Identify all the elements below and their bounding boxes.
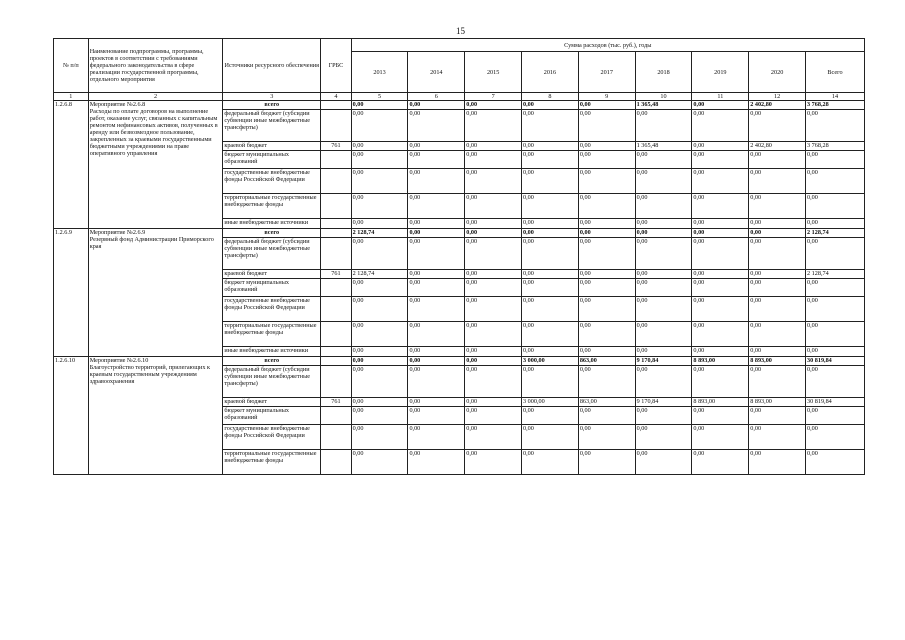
grbs-code [321, 194, 352, 219]
amount-cell: 0,00 [635, 219, 692, 229]
amount-cell: 0,00 [465, 322, 522, 347]
header-num: № п/п [54, 39, 89, 93]
funding-source: государственные внебюджетные фонды Российской Федерации [223, 297, 321, 322]
amount-cell: 0,00 [578, 407, 635, 425]
amount-cell: 0,00 [635, 238, 692, 270]
amount-cell: 8 893,00 [692, 398, 749, 407]
amount-cell: 0,00 [749, 151, 806, 169]
amount-cell: 0,00 [635, 366, 692, 398]
grbs-code [321, 151, 352, 169]
amount-cell: 0,00 [806, 366, 865, 398]
column-index: 11 [692, 93, 749, 101]
funding-source: краевой бюджет [223, 270, 321, 279]
funding-source: всего [223, 357, 321, 366]
amount-cell: 0,00 [465, 398, 522, 407]
amount-cell: 3 000,00 [522, 398, 579, 407]
amount-cell: 0,00 [351, 142, 408, 151]
amount-cell: 0,00 [635, 194, 692, 219]
grbs-code [321, 101, 352, 110]
amount-cell: 0,00 [806, 110, 865, 142]
amount-cell: 0,00 [692, 151, 749, 169]
amount-cell: 0,00 [522, 229, 579, 238]
grbs-code [321, 347, 352, 357]
amount-cell: 0,00 [806, 297, 865, 322]
amount-cell: 0,00 [408, 110, 465, 142]
amount-cell: 0,00 [749, 238, 806, 270]
column-index: 12 [749, 93, 806, 101]
amount-cell: 0,00 [578, 238, 635, 270]
grbs-code [321, 425, 352, 450]
amount-cell: 0,00 [578, 425, 635, 450]
amount-cell: 0,00 [465, 238, 522, 270]
amount-cell: 0,00 [578, 297, 635, 322]
activity-title: Мероприятие №2.6.8 [89, 101, 146, 108]
header-year: 2013 [351, 52, 408, 93]
header-year: 2015 [465, 52, 522, 93]
amount-cell: 0,00 [408, 194, 465, 219]
amount-cell: 0,00 [522, 366, 579, 398]
amount-cell: 9 170,84 [635, 357, 692, 366]
grbs-code: 761 [321, 270, 352, 279]
amount-cell: 0,00 [522, 347, 579, 357]
amount-cell: 0,00 [578, 194, 635, 219]
amount-cell: 0,00 [351, 297, 408, 322]
amount-cell: 0,00 [465, 297, 522, 322]
amount-cell: 3 000,00 [522, 357, 579, 366]
header-sum-title: Сумма расходов (тыс. руб.), годы [351, 39, 864, 52]
amount-cell: 0,00 [465, 110, 522, 142]
amount-cell: 0,00 [408, 142, 465, 151]
header-year: 2020 [749, 52, 806, 93]
amount-cell: 0,00 [806, 347, 865, 357]
amount-cell: 2 128,74 [806, 229, 865, 238]
amount-cell: 0,00 [522, 194, 579, 219]
amount-cell: 0,00 [408, 151, 465, 169]
amount-cell: 9 170,84 [635, 398, 692, 407]
amount-cell: 0,00 [578, 151, 635, 169]
amount-cell: 8 893,00 [692, 357, 749, 366]
amount-cell: 0,00 [465, 357, 522, 366]
grbs-code [321, 110, 352, 142]
header-year: Всего [806, 52, 865, 93]
activity-description: Резервный фонд Администрации Приморского края [89, 236, 214, 250]
amount-cell: 0,00 [351, 347, 408, 357]
amount-cell: 2 128,74 [806, 270, 865, 279]
budget-table [53, 38, 865, 475]
funding-source: государственные внебюджетные фонды Российской Федерации [223, 425, 321, 450]
amount-cell: 0,00 [635, 407, 692, 425]
amount-cell: 0,00 [522, 425, 579, 450]
amount-cell: 0,00 [635, 110, 692, 142]
column-index: 1 [54, 93, 89, 101]
amount-cell: 0,00 [351, 169, 408, 194]
amount-cell: 0,00 [578, 101, 635, 110]
amount-cell: 0,00 [351, 151, 408, 169]
amount-cell: 0,00 [749, 169, 806, 194]
amount-cell: 0,00 [465, 101, 522, 110]
funding-source: федеральный бюджет (субсидии субвенции иные межбюджетные трансферты) [223, 366, 321, 398]
amount-cell: 2 128,74 [351, 270, 408, 279]
table-row [54, 101, 865, 110]
amount-cell: 0,00 [635, 322, 692, 347]
funding-source: всего [223, 229, 321, 238]
amount-cell: 0,00 [578, 279, 635, 297]
amount-cell: 0,00 [351, 279, 408, 297]
amount-cell: 863,00 [578, 398, 635, 407]
activity-description: Благоустройство территорий, прилегающих к краевым государственным учреждениям здравоохранения [89, 364, 210, 385]
amount-cell: 0,00 [692, 238, 749, 270]
amount-cell: 0,00 [578, 142, 635, 151]
activity-number: 1.2.6.8 [54, 101, 89, 229]
amount-cell: 0,00 [351, 110, 408, 142]
amount-cell: 3 768,28 [806, 101, 865, 110]
amount-cell: 0,00 [692, 347, 749, 357]
amount-cell: 0,00 [578, 366, 635, 398]
amount-cell: 0,00 [408, 357, 465, 366]
amount-cell: 0,00 [635, 297, 692, 322]
amount-cell: 0,00 [522, 279, 579, 297]
amount-cell: 0,00 [522, 238, 579, 270]
amount-cell: 0,00 [692, 425, 749, 450]
amount-cell: 0,00 [749, 270, 806, 279]
activity-name-cell [88, 357, 223, 475]
grbs-code [321, 450, 352, 475]
amount-cell: 0,00 [635, 270, 692, 279]
amount-cell: 2 402,80 [749, 142, 806, 151]
amount-cell: 0,00 [408, 425, 465, 450]
grbs-code [321, 357, 352, 366]
funding-source: бюджет муниципальных образований [223, 279, 321, 297]
amount-cell: 0,00 [578, 110, 635, 142]
grbs-code: 761 [321, 142, 352, 151]
amount-cell: 0,00 [465, 407, 522, 425]
amount-cell: 0,00 [408, 270, 465, 279]
amount-cell: 0,00 [692, 407, 749, 425]
amount-cell: 0,00 [408, 322, 465, 347]
amount-cell: 0,00 [806, 407, 865, 425]
funding-source: федеральный бюджет (субсидии субвенции иные межбюджетные трансферты) [223, 238, 321, 270]
amount-cell: 0,00 [522, 110, 579, 142]
column-index: 2 [88, 93, 223, 101]
header-name: Наименование подпрограммы, программы, проектов в соответствии с требованиями федерального законодательства в сфере реализации государственной программы, отдельного мероприятия [88, 39, 223, 93]
grbs-code [321, 219, 352, 229]
amount-cell: 0,00 [351, 398, 408, 407]
amount-cell: 0,00 [351, 450, 408, 475]
amount-cell: 0,00 [465, 425, 522, 450]
amount-cell: 0,00 [635, 169, 692, 194]
amount-cell: 0,00 [806, 450, 865, 475]
column-index: 7 [465, 93, 522, 101]
amount-cell: 0,00 [351, 194, 408, 219]
amount-cell: 0,00 [578, 219, 635, 229]
amount-cell: 0,00 [465, 229, 522, 238]
amount-cell: 0,00 [351, 101, 408, 110]
amount-cell: 0,00 [749, 219, 806, 229]
activity-title: Мероприятие №2.6.10 [89, 357, 149, 364]
amount-cell: 1 365,48 [635, 142, 692, 151]
header-year: 2014 [408, 52, 465, 93]
amount-cell: 0,00 [749, 322, 806, 347]
grbs-code [321, 238, 352, 270]
amount-cell: 0,00 [408, 347, 465, 357]
amount-cell: 0,00 [408, 169, 465, 194]
amount-cell: 0,00 [522, 169, 579, 194]
grbs-code [321, 229, 352, 238]
amount-cell: 2 128,74 [351, 229, 408, 238]
grbs-code [321, 169, 352, 194]
amount-cell: 0,00 [749, 450, 806, 475]
funding-source: территориальные государственные внебюджетные фонды [223, 194, 321, 219]
amount-cell: 0,00 [465, 194, 522, 219]
amount-cell: 0,00 [465, 347, 522, 357]
column-index: 9 [578, 93, 635, 101]
amount-cell: 30 819,84 [806, 357, 865, 366]
amount-cell: 0,00 [749, 347, 806, 357]
header-year: 2016 [522, 52, 579, 93]
funding-source: краевой бюджет [223, 398, 321, 407]
amount-cell: 0,00 [465, 151, 522, 169]
amount-cell: 0,00 [578, 347, 635, 357]
amount-cell: 8 893,00 [749, 357, 806, 366]
amount-cell: 0,00 [522, 297, 579, 322]
column-index: 8 [522, 93, 579, 101]
amount-cell: 0,00 [465, 366, 522, 398]
amount-cell: 0,00 [692, 450, 749, 475]
header-year: 2018 [635, 52, 692, 93]
amount-cell: 0,00 [522, 270, 579, 279]
amount-cell: 0,00 [522, 142, 579, 151]
column-index: 3 [223, 93, 321, 101]
amount-cell: 0,00 [408, 229, 465, 238]
amount-cell: 0,00 [465, 169, 522, 194]
amount-cell: 0,00 [522, 151, 579, 169]
funding-source: федеральный бюджет (субсидии субвенции иные межбюджетные трансферты) [223, 110, 321, 142]
amount-cell: 0,00 [465, 450, 522, 475]
amount-cell: 0,00 [749, 194, 806, 219]
amount-cell: 0,00 [522, 219, 579, 229]
amount-cell: 0,00 [522, 322, 579, 347]
amount-cell: 0,00 [408, 407, 465, 425]
amount-cell: 0,00 [749, 229, 806, 238]
amount-cell: 1 365,48 [635, 101, 692, 110]
amount-cell: 0,00 [351, 322, 408, 347]
amount-cell: 0,00 [578, 270, 635, 279]
amount-cell: 0,00 [749, 425, 806, 450]
amount-cell: 0,00 [351, 425, 408, 450]
funding-source: иные внебюджетные источники [223, 219, 321, 229]
amount-cell: 0,00 [408, 219, 465, 229]
column-index: 10 [635, 93, 692, 101]
amount-cell: 0,00 [351, 357, 408, 366]
funding-source: бюджет муниципальных образований [223, 407, 321, 425]
amount-cell: 0,00 [692, 219, 749, 229]
amount-cell: 0,00 [635, 425, 692, 450]
amount-cell: 0,00 [806, 279, 865, 297]
header-source: Источники ресурсного обеспечения [223, 39, 321, 93]
amount-cell: 0,00 [635, 450, 692, 475]
amount-cell: 0,00 [351, 366, 408, 398]
amount-cell: 0,00 [578, 322, 635, 347]
amount-cell: 0,00 [692, 101, 749, 110]
amount-cell: 0,00 [408, 238, 465, 270]
amount-cell: 0,00 [351, 219, 408, 229]
amount-cell: 0,00 [692, 270, 749, 279]
amount-cell: 0,00 [692, 229, 749, 238]
amount-cell: 0,00 [522, 450, 579, 475]
amount-cell: 0,00 [578, 450, 635, 475]
amount-cell: 0,00 [692, 142, 749, 151]
funding-source: краевой бюджет [223, 142, 321, 151]
amount-cell: 0,00 [749, 407, 806, 425]
amount-cell: 0,00 [806, 219, 865, 229]
column-index: 6 [408, 93, 465, 101]
amount-cell: 0,00 [408, 450, 465, 475]
funding-source: иные внебюджетные источники [223, 347, 321, 357]
grbs-code [321, 366, 352, 398]
amount-cell: 0,00 [806, 151, 865, 169]
header-year: 2019 [692, 52, 749, 93]
activity-number: 1.2.6.9 [54, 229, 89, 357]
amount-cell: 0,00 [522, 101, 579, 110]
amount-cell: 0,00 [806, 238, 865, 270]
grbs-code: 761 [321, 398, 352, 407]
grbs-code [321, 322, 352, 347]
amount-cell: 0,00 [692, 169, 749, 194]
amount-cell: 0,00 [408, 101, 465, 110]
activity-name-cell [88, 229, 223, 357]
amount-cell: 30 819,84 [806, 398, 865, 407]
column-index: 4 [321, 93, 352, 101]
funding-source: государственные внебюджетные фонды Российской Федерации [223, 169, 321, 194]
amount-cell: 0,00 [465, 270, 522, 279]
amount-cell: 0,00 [408, 398, 465, 407]
amount-cell: 0,00 [578, 229, 635, 238]
table-row [54, 357, 865, 366]
amount-cell: 0,00 [635, 151, 692, 169]
header-grbs: ГРБС [321, 39, 352, 93]
amount-cell: 0,00 [806, 322, 865, 347]
funding-source: территориальные государственные внебюджетные фонды [223, 450, 321, 475]
grbs-code [321, 297, 352, 322]
amount-cell: 0,00 [692, 110, 749, 142]
activity-name-cell [88, 101, 223, 229]
amount-cell: 0,00 [408, 279, 465, 297]
funding-source: бюджет муниципальных образований [223, 151, 321, 169]
activity-title: Мероприятие №2.6.9 [89, 229, 146, 236]
amount-cell: 0,00 [465, 279, 522, 297]
amount-cell: 0,00 [578, 169, 635, 194]
column-index: 14 [806, 93, 865, 101]
amount-cell: 0,00 [465, 219, 522, 229]
amount-cell: 8 893,00 [749, 398, 806, 407]
amount-cell: 0,00 [465, 142, 522, 151]
amount-cell: 0,00 [806, 194, 865, 219]
amount-cell: 0,00 [692, 279, 749, 297]
amount-cell: 0,00 [408, 366, 465, 398]
header-year: 2017 [578, 52, 635, 93]
amount-cell: 863,00 [578, 357, 635, 366]
funding-source: всего [223, 101, 321, 110]
amount-cell: 0,00 [692, 322, 749, 347]
activity-description: Расходы по оплате договоров на выполнение работ, оказание услуг, связанных с капитальным ремонтом нефинансовых активов, полученных в аренду или безвозмездное пользование, закрепленных за краевыми государственными бюджетными учреждениями на праве оперативного управления [89, 108, 218, 157]
amount-cell: 0,00 [692, 297, 749, 322]
amount-cell: 0,00 [749, 366, 806, 398]
grbs-code [321, 407, 352, 425]
funding-source: территориальные государственные внебюджетные фонды [223, 322, 321, 347]
amount-cell: 0,00 [635, 279, 692, 297]
amount-cell: 0,00 [692, 194, 749, 219]
column-index: 5 [351, 93, 408, 101]
page-number: 15 [456, 26, 465, 36]
amount-cell: 0,00 [522, 407, 579, 425]
amount-cell: 0,00 [692, 366, 749, 398]
amount-cell: 0,00 [749, 279, 806, 297]
amount-cell: 0,00 [749, 297, 806, 322]
amount-cell: 2 402,80 [749, 101, 806, 110]
amount-cell: 0,00 [749, 110, 806, 142]
amount-cell: 3 768,28 [806, 142, 865, 151]
amount-cell: 0,00 [635, 229, 692, 238]
grbs-code [321, 279, 352, 297]
table-row [54, 229, 865, 238]
amount-cell: 0,00 [806, 425, 865, 450]
amount-cell: 0,00 [408, 297, 465, 322]
amount-cell: 0,00 [806, 169, 865, 194]
activity-number: 1.2.6.10 [54, 357, 89, 475]
amount-cell: 0,00 [351, 407, 408, 425]
amount-cell: 0,00 [635, 347, 692, 357]
amount-cell: 0,00 [351, 238, 408, 270]
